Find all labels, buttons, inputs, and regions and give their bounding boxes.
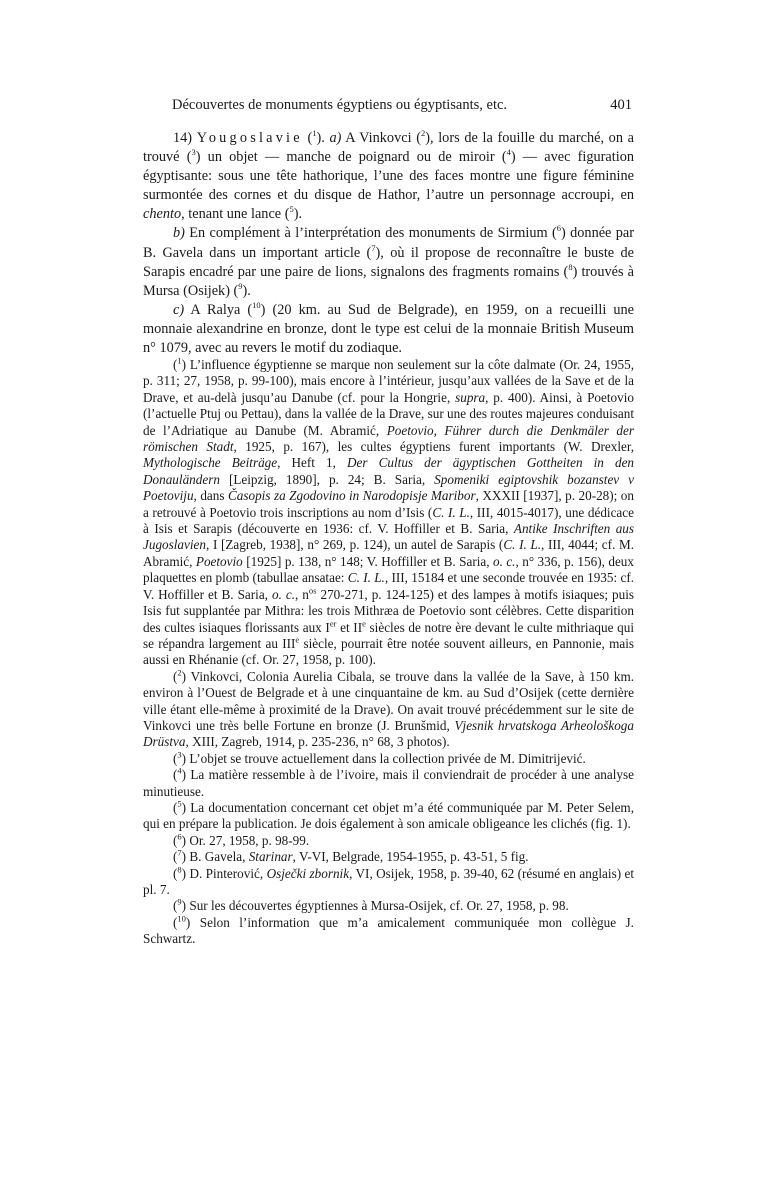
footnote-ref[interactable]: 4 <box>506 147 511 158</box>
footnote-ref[interactable]: 8 <box>568 261 573 272</box>
paragraph-14: 14) Yougoslavie ($^1$). a) A Vinkovci ($^2$), lors de la fouille du marché, on a trouvé ($^3$) un objet — manche de poignard ou de miroir ($^4$) — avec figuration égyptisante: sous une tête hathorique, l’une des faces montre une figure féminine surmontée des cornes et du disque de Hathor, l’autre un personnage accroupi, en chento, tenant une lance ($^5$). <box>143 128 635 223</box>
footnote-mark: 8 <box>177 864 182 875</box>
footnote-mark: 1 <box>177 355 182 366</box>
footnote-ref[interactable]: 7 <box>371 242 376 253</box>
page-number: 401 <box>610 97 632 113</box>
footnote-mark: 3 <box>177 749 182 760</box>
footnote-mark: 10 <box>177 913 186 924</box>
footnote-mark: 4 <box>177 765 182 776</box>
paragraph-b: b) En complément à l’interprétation des monuments de Sirmium ($^6$) donnée par B. Gavela dans un important article ($^7$), où il propose de reconnaître le buste de Sarapis encadré par une paire de lions, signalons des fragments romains ($^8$) trouvés à Mursa (Osijek) ($^9$). <box>143 223 635 299</box>
footnote-7: ($^7$) B. Gavela, Starinar, V-VI, Belgrade, 1954-1955, p. 43-51, 5 fig. <box>173 847 529 865</box>
italic-term: chento <box>143 206 182 223</box>
footnote-2: ($^2$) Vinkovci, Colonia Aurelia Cibala, se trouve dans la vallée de la Save, à 150 km. environ à l’Ouest de Belgrade et à une cinquantaine de km. au Sud d’Osijek (cette dernière ville étant elle-même à proximité de la Drave). On avait trouvé précédemment sur le site de Vinkovci une très belle Fortune en bronze (J. Brunšmid, Vjesnik hrvatskoga Arheološkoga Drüstva, XIII, Zagreb, 1914, p. 235-236, n° 68, 3 photos). <box>143 667 635 750</box>
footnote-4: ($^4$) La matière ressemble à de l’ivoire, mais il conviendrait de procéder à une analyse minutieuse. <box>143 765 634 799</box>
running-header <box>172 97 632 114</box>
footnote-ref[interactable]: 6 <box>556 223 562 234</box>
footnote-8: ($^8$) D. Pinterović, Osječki zbornik, VI, Osijek, 1958, p. 39-40, 62 (résumé en anglais) et pl. 7. <box>143 864 635 897</box>
footnotes <box>143 357 634 948</box>
item-label: b) <box>173 225 185 242</box>
footnote-ref[interactable]: 2 <box>420 128 426 139</box>
section-number: 14) <box>173 130 193 146</box>
footnote-9: ($^9$) Sur les découvertes égyptiennes à Mursa-Osijek, cf. Or. 27, 1958, p. 98. <box>173 897 569 914</box>
footnote-mark: 5 <box>177 798 182 809</box>
footnote-5: ($^5$) La documentation concernant cet objet m’a été communiquée par M. Peter Selem, qui en prépare la publication. Je dois également à son amicale obligeance les clichés (fig. 1). <box>143 798 634 832</box>
footnote-ref[interactable]: 1 <box>312 128 317 139</box>
footnote-ref[interactable]: 3 <box>191 147 196 158</box>
section-country: Yougoslavie <box>196 130 303 146</box>
item-label: a) <box>329 130 342 146</box>
footnote-mark: 2 <box>177 667 182 678</box>
footnote-mark: 9 <box>177 897 182 908</box>
footnote-ref[interactable]: 9 <box>238 280 243 291</box>
footnote-ref[interactable]: 5 <box>289 204 294 215</box>
paragraph-c: c) A Ralya ($^{10}$) (20 km. au Sud de Belgrade), en 1959, on a recueilli une monnaie alexandrine en bronze, dont le type est celui de la monnaie British Museum n° 1079, avec au revers le motif du zodiaque. <box>143 300 634 357</box>
footnote-10: ($^{10}$) Selon l’information que m’a amicalement communiquée mon collègue J. Schwartz. <box>143 913 634 947</box>
running-title: Découvertes de monuments égyptiens ou égyptisants, etc. <box>172 97 508 113</box>
footnote-ref[interactable]: 10 <box>252 300 261 311</box>
footnote-3: ($^3$) L’objet se trouve actuellement dans la collection privée de M. Dimitrijević. <box>173 749 586 766</box>
footnote-6: ($^6$) Or. 27, 1958, p. 98-99. <box>173 831 310 848</box>
main-text <box>143 129 634 358</box>
footnote-1: ($^1$) L’influence égyptienne se marque non seulement sur la côte dalmate (Or. 24, 1955, p. 311; 27, 1958, p. 99-100), mais encore à l’intérieur, jusqu’aux vallées de la Save et de la Drave, et au-delà jusqu’au Danube (cf. pour la Hongrie, supra, p. 400). Ainsi, à Poetovio (l’actuelle Ptuj ou Pettau), dans la vallée de la Drave, sur une des routes majeures conduisant de l’Adriatique au Danube (M. Abramić, Poetovio, Führer durch die Denkmäler der römischen Stadt, 1925, p. 167), les cultes égyptiens furent importants (W. Drexler, Mythologische Beiträge, Heft 1, Der Cultus der ägyptischen Gottheiten in den Donauländern [Leipzig, 1890], p. 24; B. Saria, Spomeniki egiptovshik bozanstev v Poetoviju, dans Časopis za Zgodovino in Narodopisje Maribor, XXXII [1937], p. 20-28); on a retrouvé à Poetovio trois inscriptions au nom d’Isis (C. I. L., III, 4015-4017), une dédicace à Isis et Sarapis (découverte en 1936: cf. V. Hoffiller et B. Saria, Antike Inschriften aus Jugoslavien, I [Zagreb, 1938], n° 269, p. 124), un autel de Sarapis (C. I. L., III, 4044; cf. M. Abramić, Poetovio [1925] p. 138, n° 148; V. Hoffiller et B. Saria, o. c., n° 336, p. 156), deux plaquettes en plomb (tabullae ansatae: C. I. L., III, 15184 et une seconde trouvée en 1935: cf. V. Hoffiller et B. Saria, o. c., $n^{os}$ 270-271, p. 124-125) et des lampes à motifs isiaques; puis Isis fut supplantée par Mithra: les trois Mithræa de Poetovio sont célèbres. Cette disparition des cultes isiaques florissants aux Ier et IIe siècles de notre ère devant le culte mithriaque qui se répandra largement au IIIe siècle, pourrait être notée souvent ailleurs, en Pannonie, mais aussi en Rhénanie (cf. Or. 27, 1958, p. 100). <box>143 355 635 668</box>
footnote-mark: 7 <box>177 847 182 858</box>
item-label: c) <box>173 301 185 318</box>
footnote-mark: 6 <box>177 831 182 842</box>
